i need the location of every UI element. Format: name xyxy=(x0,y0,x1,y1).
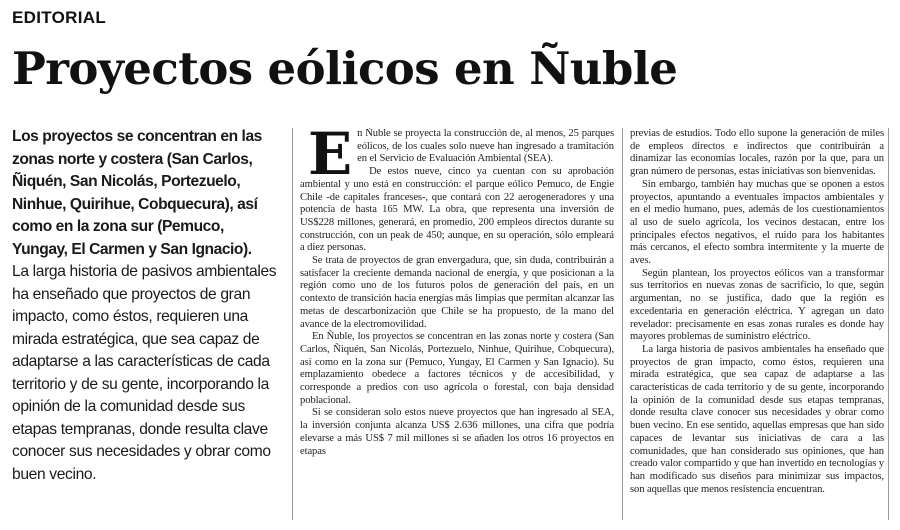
paragraph: Se trata de proyectos de gran envergadura, que, sin duda, contribuirán a satisfacer la creciente demanda nacional de energía, y que posicionan a la región como uno de los futuros polos de generación del país, en un contexto de transición hacia energías más limpias que permitan alcanzar las metas de descarbonización que Chile se ha propuesto, de la mano del avance de la electromovilidad. xyxy=(300,255,614,330)
paragraph: La larga historia de pasivos ambientales ha enseñado que proyectos de gran impacto, como éstos, requieren una mirada estratégica, que sea capaz de adaptarse a las características de cada territorio y de su gente, incorporando la opinión de la comunidad desde sus etapas tempranas, donde resulta clave conocer sus necesidades y obrar como buen vecino. En ese sentido, aquellas empresas que han sido capaces de levantar sus iniciativas de cara a las comunidades, que han considerado sus opiniones, que han creado valor compartido y que han invertido en tecnologías y han modificado sus diseños para minimizar sus impactos, son aquellas que menos resistencia encuentran. xyxy=(630,343,884,495)
article-deck: Los proyectos se concentran en las zonas norte y costera (San Carlos, Ñiquén, San Nicolás, Portezuelo, Ninhue, Quirihue, Cobquecura), así como en la zona sur (Pemuco, Yungay, El Carmen y San Ignacio). xyxy=(12,128,262,258)
column-divider-left xyxy=(292,128,293,520)
paragraph: Sin embargo, también hay muchas que se oponen a estos proyectos, apuntando a eventuales impactos ambientales y en el medio humano, pues, además de los cuestionamientos al uso de suelo agrícola, los vecinos destacan, entre los principales efectos negativos, el ruido para los habitantes más cercanos, el efecto sombra intermitente y la muerte de aves. xyxy=(630,178,884,267)
column-divider-right xyxy=(622,128,623,520)
page-title: Proyectos eólicos en Ñuble xyxy=(12,42,678,95)
paragraph: n Ñuble se proyecta la construcción de, al menos, 25 parques eólicos, de los cuales solo nueve han ingresado a tramitación en el Servicio de Evaluación Ambiental (SEA). xyxy=(357,128,614,165)
paragraph: previas de estudios. Todo ello supone la generación de miles de empleos directos e indirectos que contribuirán a dinamizar las economías locales, razón por la que, para un gran número de personas, estas iniciativas son bienvenidas. xyxy=(630,128,884,178)
paragraph: Si se consideran solo estos nueve proyectos que han ingresado al SEA, la inversión conjunta alcanza US$ 2.636 millones, una cifra que podría elevarse a más US$ 7 mil millones si se añaden los otros 16 proyectos en etapas xyxy=(300,407,614,457)
drop-cap: E xyxy=(308,128,353,188)
left-column xyxy=(12,126,280,526)
paragraph: Según plantean, los proyectos eólicos van a transformar sus territorios en nuevas zonas de sacrificio, lo que, según argumentan, no se justifica, dado que la región es excedentaria en generación eléctrica. Y agregan un dato revelador: precisamente en esas zonas rurales es donde hay mayores problemas de suministro eléctrico. xyxy=(630,267,884,343)
section-label: EDITORIAL xyxy=(12,8,107,27)
pull-quote: La larga historia de pasivos ambientales ha enseñado que proyectos de gran impacto, como éstos, requieren una mirada estratégica, que sea capaz de adaptarse a las características de cada territorio y de su gente, incorporando la opinión de la comunidad desde sus etapas tempranas, donde resulta clave conocer sus necesidades y obrar como buen vecino. xyxy=(12,263,277,483)
paragraph: De estos nueve, cinco ya cuentan con su aprobación ambiental y uno está en construcción: el parque eólico Pemuco, de Engie Chile -de capitales franceses-, que contará con 22 aerogeneradores y una potencia de hasta 165 MW. La obra, que representa una inversión de US$228 millones, generará, en promedio, 200 empleos directos durante su construcción, con un peak de 450; aunque, en su operación, sólo empleará a diez personas. xyxy=(300,166,614,254)
right-column xyxy=(630,128,884,522)
middle-column xyxy=(300,128,614,522)
paragraph: En Ñuble, los proyectos se concentran en las zonas norte y costera (San Carlos, Ñiquén, San Nicolás, Portezuelo, Ninhue, Quirihue, Cobquecura), así como en la zona sur (Pemuco, Yungay, El Carmen y San Ignacio). Su emplazamiento obedece a factores técnicos y de accesibilidad, y corresponde a predios con uso agrícola o forestal, con baja densidad poblacional. xyxy=(300,331,614,406)
column-divider-edge xyxy=(888,128,889,520)
